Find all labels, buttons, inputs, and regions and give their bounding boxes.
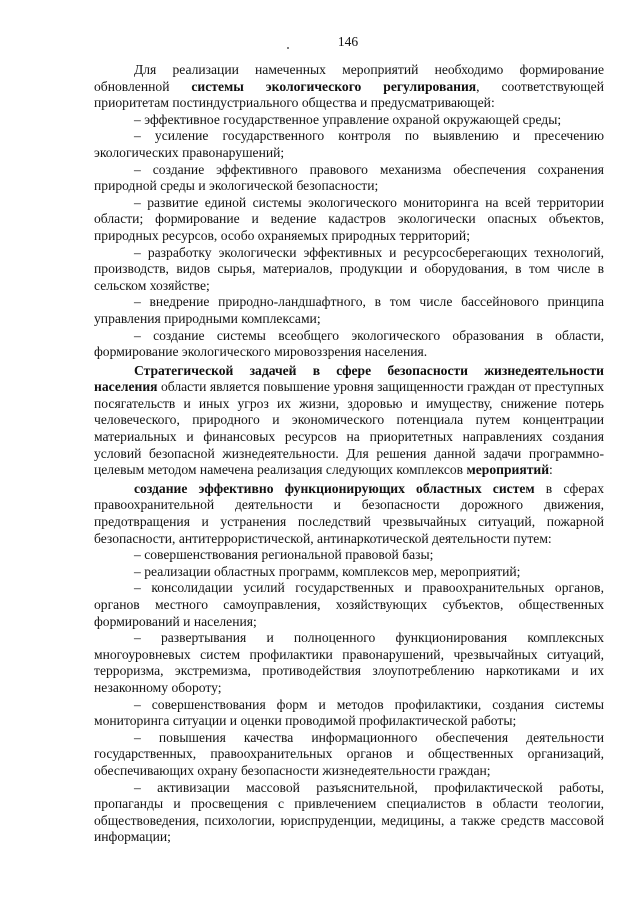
paragraph: [94, 245, 604, 295]
text-run: в сферах правоохранительной деятельности и безопасности дорожного движения, предотвращения и устранения последствий чрезвычайных ситуаций, пожарной безопасности, антитеррористической, антинаркотической деятельности путем:: [94, 480, 604, 546]
text-run: – усиление государственного контроля по выявлению и пресечению экологических правонарушений;: [94, 128, 604, 160]
paragraph: [94, 481, 604, 547]
paragraph: [94, 730, 604, 780]
page-number: 146: [337, 34, 359, 49]
paragraph: [94, 294, 604, 327]
paragraph: [94, 112, 604, 129]
text-run: , соответствующей приоритетам постиндустриального общества и предусматривающей:: [94, 78, 604, 111]
document-body: [94, 62, 604, 846]
paragraph: [94, 580, 604, 630]
paragraph: [94, 564, 604, 581]
text-run: области является повышение уровня защищенности граждан от преступных посягательств и иных угроз их жизни, здоровью и имуществу, снижение потерь человеческого, природного и экономического потенциала путем концентрации материальных и финансовых ресурсов на приоритетных направлениях создания условий безопасной жизнедеятельности. Для решения данной задачи программно-целевым методом намечена реализация следующих комплексов: [94, 379, 604, 478]
bold-text: системы экологического регулирования: [191, 78, 477, 94]
text-run: – консолидации усилий государственных и правоохранительных органов, органов местного самоуправления, хозяйствующих субъектов, общественных формирований и населения;: [94, 580, 604, 629]
text-run: – активизации массовой разъяснительной, профилактической работы, пропаганды и просвещения с привлечением специалистов в области теологии, обществоведения, психологии, юриспруденции, медицины, а также средств массовой информации;: [94, 779, 604, 845]
paragraph: [94, 62, 604, 112]
paragraph: [94, 697, 604, 730]
text-run: – разработку экологически эффективных и ресурсосберегающих технологий, производств, видов сырья, материалов, продукции и оборудования, в том числе в сельском хозяйстве;: [94, 244, 604, 293]
text-run: – создание эффективного правового механизма обеспечения сохранения природной среды и экологической безопасности;: [94, 161, 604, 194]
paragraph: [94, 630, 604, 696]
text-run: – развитие единой системы экологического мониторинга на всей территории области; формирование и ведение кадастров экологически опасных объектов, природных ресурсов, особо охраняемых природных территорий;: [94, 194, 604, 243]
text-run: – внедрение природно-ландшафтного, в том числе бассейнового принципа управления природными комплексами;: [94, 294, 604, 326]
bold-text: создание эффективно функционирующих областных систем: [134, 480, 535, 496]
text-run: – повышения качества информационного обеспечения деятельности государственных, правоохранительных органов и общественных организаций, обеспечивающих охрану безопасности жизнедеятельности граждан;: [94, 729, 604, 778]
paragraph: [94, 195, 604, 245]
paragraph: [94, 128, 604, 161]
paragraph: [94, 162, 604, 195]
bold-text: мероприятий: [466, 462, 550, 478]
text-run: – реализации областных программ, комплексов мер, мероприятий;: [134, 563, 521, 579]
paragraph: [94, 363, 604, 479]
text-run: – совершенствования региональной правовой базы;: [134, 547, 434, 563]
text-run: – эффективное государственное управление охраной окружающей среды;: [134, 111, 562, 127]
paragraph: [94, 328, 604, 361]
text-run: Для реализации намеченных мероприятий необходимо формирование обновленной: [94, 62, 604, 94]
text-run: – совершенствования форм и методов профилактики, создания системы мониторинга ситуации и оценки проводимой профилактической работы;: [94, 696, 604, 729]
text-run: – развертывания и полноценного функционирования комплексных многоуровневых систем профилактики правонарушений, чрезвычайных ситуаций, терроризма, экстремизма, противодействия злоупотреблению наркотиками и их незаконному обороту;: [94, 630, 604, 695]
scan-speck: [287, 47, 289, 49]
paragraph: [94, 547, 604, 564]
bold-text: Стратегической задачей в сфере безопасности жизнедеятельности населения: [94, 362, 604, 395]
text-run: – создание системы всеобщего экологического образования в области, формирование экологического мировоззрения населения.: [94, 327, 604, 360]
paragraph: [94, 780, 604, 846]
text-run: :: [549, 462, 553, 478]
